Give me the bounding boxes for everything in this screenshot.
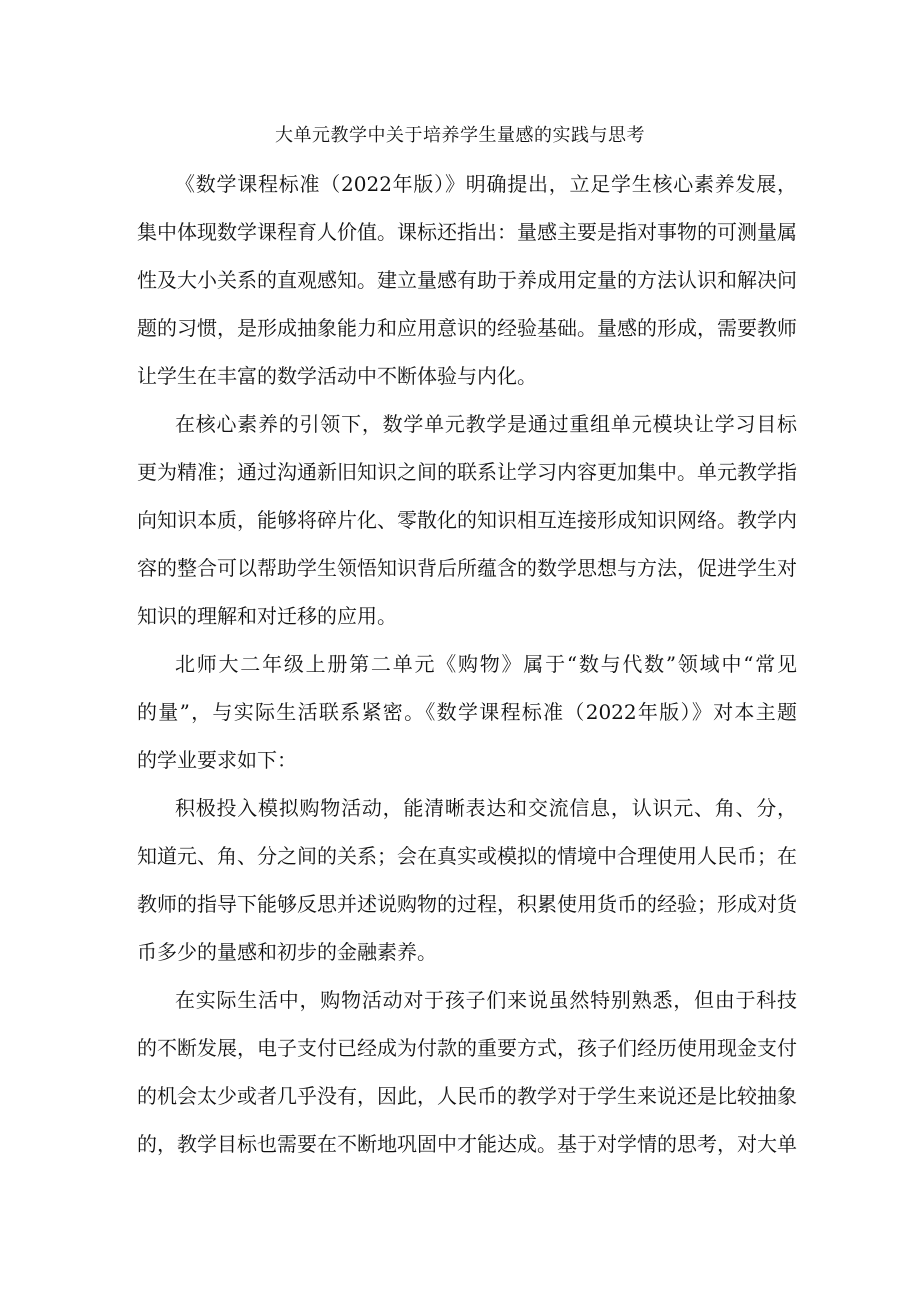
paragraph-4-line-2: 知道元、角、分之间的关系；会在真实或模拟的情境中合理使用人民币；在	[137, 844, 797, 868]
paragraph-5-line-2: 的不断发展，电子支付已经成为付款的重要方式，孩子们经历使用现金支付	[137, 1036, 797, 1060]
paragraph-5-line-3: 的机会太少或者几乎没有，因此，人民币的教学对于学生来说还是比较抽象	[137, 1084, 797, 1108]
paragraph-2-line-3: 向知识本质，能够将碎片化、零散化的知识相互连接形成知识网络。教学内	[137, 508, 797, 532]
paragraph-1-line-1: 《数学课程标准（2022年版）》明确提出，立足学生核心素养发展，	[175, 172, 797, 196]
paragraph-2-line-2: 更为精准；通过沟通新旧知识之间的联系让学习内容更加集中。单元教学指	[137, 460, 797, 484]
paragraph-2-line-5: 知识的理解和对迁移的应用。	[137, 604, 397, 628]
paragraph-3-line-2: 的量”，与实际生活联系紧密。《数学课程标准（2022年版）》对本主题	[137, 700, 797, 724]
document-title: 大单元教学中关于培养学生量感的实践与思考	[275, 125, 645, 146]
paragraph-1-line-2: 集中体现数学课程育人价值。课标还指出：量感主要是指对事物的可测量属	[137, 220, 797, 244]
paragraph-3-line-3: 的学业要求如下：	[137, 748, 297, 772]
paragraph-2-line-4: 容的整合可以帮助学生领悟知识背后所蕴含的数学思想与方法，促进学生对	[137, 556, 797, 580]
paragraph-3-line-1: 北师大二年级上册第二单元《购物》属于“数与代数”领域中“常见	[175, 652, 797, 676]
paragraph-4-line-3: 教师的指导下能够反思并述说购物的过程，积累使用货币的经验；形成对货	[137, 892, 797, 916]
paragraph-2-line-1: 在核心素养的引领下，数学单元教学是通过重组单元模块让学习目标	[175, 412, 797, 436]
paragraph-1-line-5: 让学生在丰富的数学活动中不断体验与内化。	[137, 364, 537, 388]
paragraph-1-line-4: 题的习惯，是形成抽象能力和应用意识的经验基础。量感的形成，需要教师	[137, 316, 797, 340]
paragraph-4-line-4: 币多少的量感和初步的金融素养。	[137, 940, 437, 964]
paragraph-4-line-1: 积极投入模拟购物活动，能清晰表达和交流信息，认识元、角、分，	[175, 796, 797, 820]
paragraph-5-line-4: 的，教学目标也需要在不断地巩固中才能达成。基于对学情的思考，对大单	[137, 1132, 797, 1156]
paragraph-1-line-3: 性及大小关系的直观感知。建立量感有助于养成用定量的方法认识和解决问	[137, 268, 797, 292]
paragraph-5-line-1: 在实际生活中，购物活动对于孩子们来说虽然特别熟悉，但由于科技	[175, 988, 797, 1012]
